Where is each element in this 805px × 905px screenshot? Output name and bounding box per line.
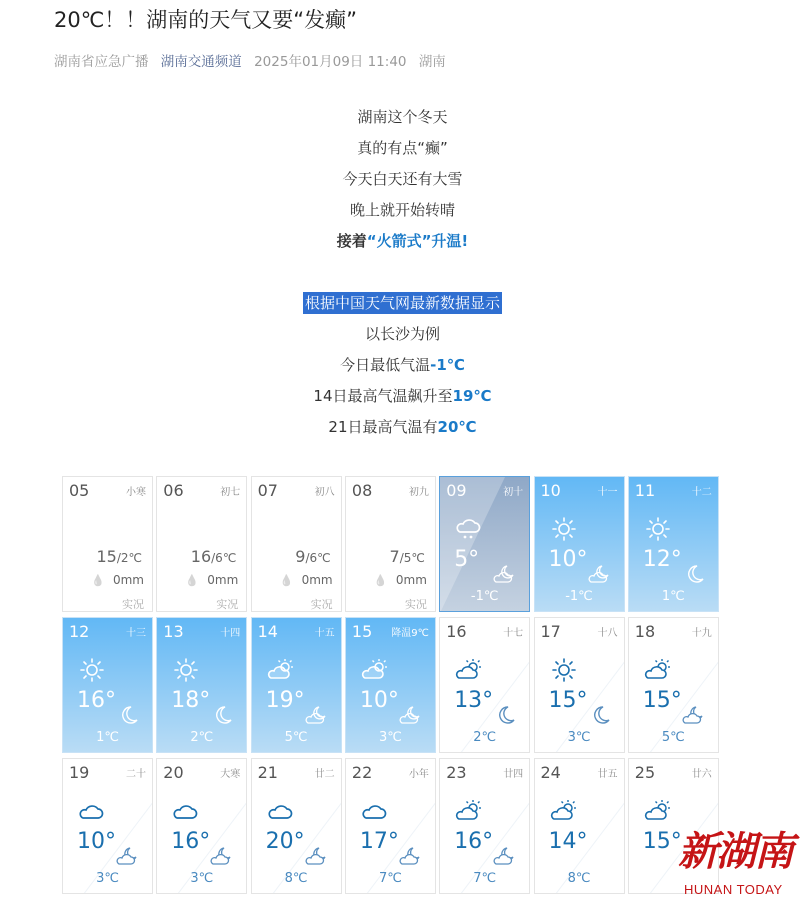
lunar-date: 小寒 (126, 487, 146, 498)
low-temp: 7℃ (473, 871, 497, 886)
calendar-day-13[interactable] (156, 617, 247, 753)
body-line-prefix: 接着 (336, 232, 367, 250)
day-number: 14 (257, 622, 278, 641)
day-number: 12 (69, 622, 90, 641)
low-temp: 8℃ (284, 871, 308, 886)
calendar-day-08[interactable] (345, 476, 436, 612)
body-value: 19℃ (452, 387, 492, 405)
cloudy-night-icon (399, 704, 423, 726)
low-temp: 5℃ (284, 730, 308, 745)
article-source: 湖南省应急广播 (54, 54, 149, 70)
body-line: 真的有点“癫” (357, 139, 448, 157)
low-temp: 7℃ (378, 871, 402, 886)
rain-drop-icon: 💧 (91, 574, 105, 587)
high-temp: 19° (265, 688, 305, 713)
partly-cloudy-icon (549, 799, 579, 823)
body-line (0, 414, 805, 445)
lunar-date: 十四 (220, 628, 241, 639)
article-location: 湖南 (418, 54, 446, 70)
cloud-icon (171, 799, 201, 823)
cloud-icon (266, 799, 296, 823)
day-number: 19 (69, 763, 90, 782)
rain-drop-icon: 💧 (373, 574, 388, 587)
cloud-icon (77, 799, 107, 823)
day-number: 22 (351, 763, 373, 782)
day-number: 18 (634, 622, 656, 641)
calendar-day-11[interactable] (628, 476, 719, 612)
low-temp: 3℃ (567, 730, 591, 745)
day-number: 15 (351, 622, 373, 641)
lunar-date: 十二 (691, 487, 712, 498)
temp-range: 16/6℃ (190, 547, 237, 566)
moon-icon (682, 563, 706, 585)
rain-drop-icon: 💧 (279, 574, 294, 587)
calendar-day-05[interactable] (62, 476, 153, 612)
status-label: 实况 (310, 598, 333, 611)
lunar-date: 十九 (691, 628, 712, 639)
high-temp: 10° (548, 547, 588, 572)
low-temp: 2℃ (473, 730, 497, 745)
body-line: 今天白天还有大雪 (342, 170, 463, 188)
article-title: 20℃！！湖南的天气又要“发癫” (54, 8, 358, 32)
partly-cloudy-icon (360, 658, 390, 682)
high-temp: 14° (548, 829, 588, 854)
sun-icon (549, 658, 579, 682)
day-number: 10 (540, 481, 561, 500)
high-temp: 12° (642, 547, 682, 572)
body-line (0, 383, 805, 414)
moon-icon (116, 704, 140, 726)
cloudy-night-icon (305, 845, 329, 867)
logo-subtext: HUNAN TODAY (684, 882, 783, 897)
calendar-day-12[interactable] (62, 617, 153, 753)
calendar-day-14[interactable] (251, 617, 342, 753)
partly-cloudy-icon (643, 658, 673, 682)
moon-icon (588, 704, 612, 726)
article-meta (54, 50, 454, 70)
cloudy-night-icon (493, 563, 517, 585)
temp-range: 15/2℃ (96, 547, 142, 566)
cloudy-night-icon (588, 563, 612, 585)
calendar-day-09[interactable] (439, 476, 530, 612)
lunar-date: 二十 (126, 769, 146, 780)
moon-icon (493, 704, 517, 726)
lunar-date: 十五 (314, 628, 335, 639)
day-number: 21 (257, 763, 278, 782)
day-number: 23 (446, 763, 467, 782)
low-temp: -1℃ (470, 589, 499, 604)
low-temp: -1℃ (565, 589, 593, 604)
lunar-date: 初八 (314, 487, 335, 498)
calendar-day-22[interactable] (345, 758, 436, 894)
high-temp: 16° (454, 829, 494, 854)
partly-cloudy-icon (454, 799, 484, 823)
calendar-day-21[interactable] (251, 758, 342, 894)
temp-range: 9/6℃ (295, 547, 331, 566)
article-datetime: 2025年01月09日 11:40 (254, 54, 407, 70)
lunar-date: 初七 (220, 487, 241, 498)
body-line-prefix: 今日最低气温 (340, 356, 431, 374)
snow-icon (454, 517, 484, 541)
low-temp: 1℃ (661, 589, 685, 604)
low-temp: 8℃ (567, 871, 591, 886)
day-number: 07 (257, 481, 278, 500)
high-temp: 13° (454, 688, 494, 713)
sun-icon (643, 517, 673, 541)
rain-drop-icon: 💧 (185, 574, 199, 587)
cloudy-night-icon (116, 845, 140, 867)
article-body (0, 104, 805, 445)
lunar-date: 廿五 (597, 769, 618, 780)
calendar-day-18[interactable] (628, 617, 719, 753)
day-number: 17 (540, 622, 561, 641)
body-value: -1℃ (430, 356, 465, 374)
body-line: 湖南这个冬天 (357, 108, 448, 126)
day-number: 24 (540, 763, 561, 782)
day-number: 16 (446, 622, 467, 641)
calendar-day-17[interactable] (534, 617, 625, 753)
body-line: 以长沙为例 (364, 325, 440, 343)
sun-icon (77, 658, 107, 682)
low-temp: 1℃ (96, 730, 119, 745)
body-line-prefix: 14日最高气温飙升至 (313, 387, 453, 405)
day-number: 06 (163, 481, 184, 500)
high-temp: 16° (171, 829, 211, 854)
calendar-day-15[interactable] (345, 617, 436, 753)
body-line-prefix: 21日最高气温有 (328, 418, 438, 436)
weather-calendar (62, 476, 720, 896)
partly-cloudy-icon (454, 658, 484, 682)
lunar-date: 初九 (408, 487, 429, 498)
precipitation: 0mm (395, 573, 427, 587)
high-temp: 5° (454, 547, 480, 572)
status-label: 实况 (216, 598, 239, 611)
lunar-date: 廿二 (314, 769, 335, 780)
lunar-date: 小年 (408, 769, 429, 780)
lunar-date: 初十 (503, 487, 524, 498)
status-label: 实况 (404, 598, 427, 611)
lunar-date: 十八 (597, 628, 618, 639)
body-line (0, 352, 805, 383)
sun-icon (171, 658, 201, 682)
day-number: 13 (163, 622, 184, 641)
low-temp: 3℃ (96, 871, 119, 886)
body-line: 晚上就开始转晴 (349, 201, 455, 219)
channel-link[interactable]: 湖南交通频道 (160, 54, 242, 70)
high-temp: 20° (265, 829, 305, 854)
body-highlight-text: “火箭式”升温! (366, 232, 469, 250)
calendar-day-06[interactable] (156, 476, 247, 612)
high-temp: 15° (548, 688, 588, 713)
low-temp: 2℃ (190, 730, 214, 745)
cloudy-night-icon (682, 704, 706, 726)
day-number: 05 (69, 481, 90, 500)
cloudy-night-icon (493, 845, 517, 867)
lunar-date: 廿四 (503, 769, 524, 780)
cloud-icon (360, 799, 390, 823)
partly-cloudy-icon (643, 799, 673, 823)
temp-range: 7/5℃ (389, 547, 425, 566)
precipitation: 0mm (112, 573, 144, 587)
sun-icon (549, 517, 579, 541)
cloudy-night-icon (210, 845, 234, 867)
partly-cloudy-icon (266, 658, 296, 682)
calendar-day-19[interactable] (62, 758, 153, 894)
status-label: 实况 (122, 598, 144, 611)
precipitation: 0mm (301, 573, 333, 587)
day-number: 25 (634, 763, 656, 782)
high-temp: 15° (642, 688, 682, 713)
lunar-date: 十三 (126, 628, 146, 639)
high-temp: 17° (359, 829, 399, 854)
logo-text: 新湖南 (678, 828, 792, 875)
calendar-day-20[interactable] (156, 758, 247, 894)
high-temp: 10° (359, 688, 399, 713)
body-line (0, 228, 805, 259)
high-temp: 16° (77, 688, 116, 713)
lunar-date: 廿六 (691, 769, 712, 780)
day-number: 20 (163, 763, 184, 782)
calendar-day-16[interactable] (439, 617, 530, 753)
calendar-day-24[interactable] (534, 758, 625, 894)
low-temp: 5℃ (661, 730, 685, 745)
high-temp: 15° (642, 829, 682, 854)
low-temp: 3℃ (378, 730, 402, 745)
body-line (0, 290, 805, 321)
day-number: 08 (351, 481, 373, 500)
calendar-day-10[interactable] (534, 476, 625, 612)
hunan-today-logo (672, 820, 802, 905)
calendar-day-23[interactable] (439, 758, 530, 894)
high-temp: 10° (77, 829, 116, 854)
high-temp: 18° (171, 688, 211, 713)
cloudy-night-icon (305, 704, 329, 726)
lunar-date: 降温9℃ (391, 628, 429, 639)
lunar-date: 十七 (503, 628, 524, 639)
body-value: 20℃ (437, 418, 477, 436)
moon-icon (210, 704, 234, 726)
calendar-day-07[interactable] (251, 476, 342, 612)
lunar-date: 十一 (597, 487, 618, 498)
precipitation: 0mm (207, 573, 239, 587)
cloudy-night-icon (399, 845, 423, 867)
highlight-banner: 根据中国天气网最新数据显示 (304, 294, 500, 312)
low-temp: 3℃ (190, 871, 214, 886)
lunar-date: 大寒 (220, 769, 241, 780)
day-number: 11 (634, 481, 656, 500)
